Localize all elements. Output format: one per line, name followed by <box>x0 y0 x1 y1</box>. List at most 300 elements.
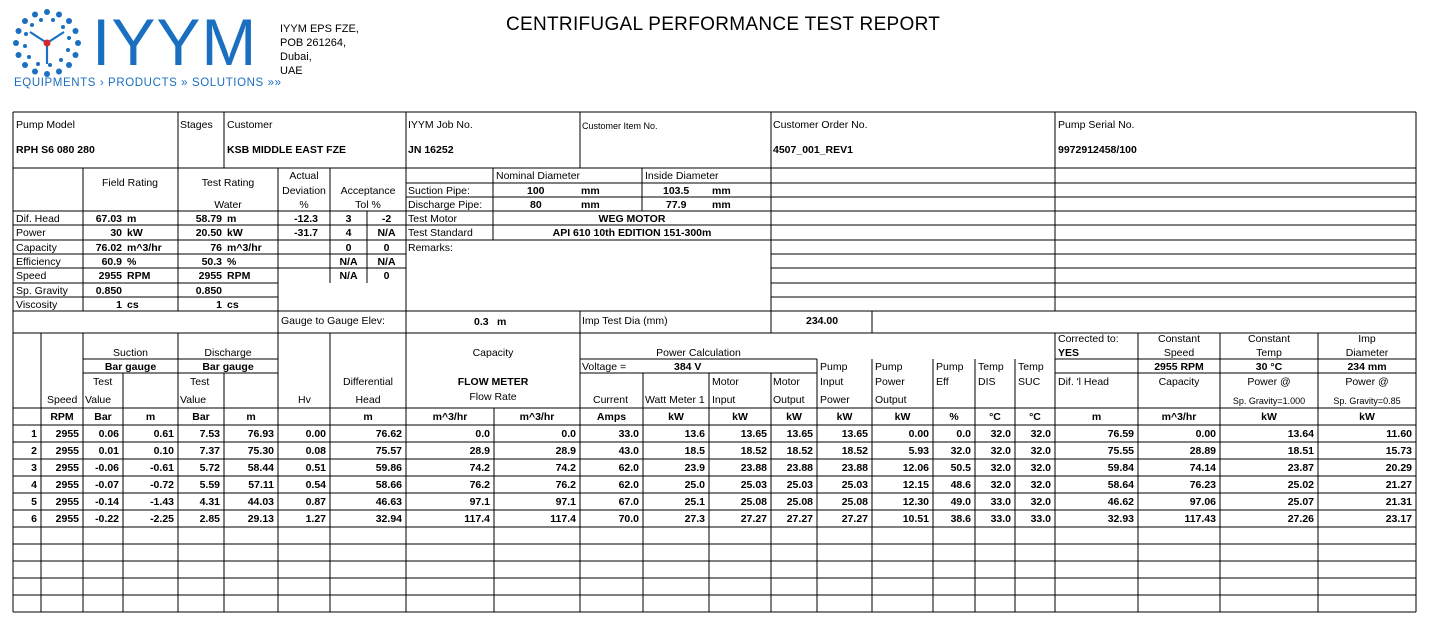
suction-nominal: 100 <box>527 185 545 197</box>
rating-label: Speed <box>16 270 47 282</box>
data-cell: 18.5 <box>684 445 705 457</box>
data-cell: 29.13 <box>247 513 274 525</box>
data-cell: 27.27 <box>786 513 813 525</box>
data-cell: 2955 <box>55 496 79 508</box>
hv-header: Hv <box>298 394 311 406</box>
discharge-pipe-label: Discharge Pipe: <box>408 199 483 211</box>
data-cell: 13.6 <box>684 428 705 440</box>
unit-label: kW <box>1359 411 1375 423</box>
customer-label: Customer <box>227 119 273 131</box>
voltage-value: 384 V <box>674 361 702 373</box>
power-sg1-header: Power @ <box>1247 376 1291 388</box>
tolerance-plus: N/A <box>339 270 358 282</box>
tolerance-minus: N/A <box>377 227 396 239</box>
data-cell: 48.6 <box>950 479 971 491</box>
remarks-label: Remarks: <box>408 242 453 254</box>
data-cell: 5.93 <box>908 445 929 457</box>
deviation-pct: % <box>299 199 309 211</box>
data-cell: -0.72 <box>150 479 174 491</box>
data-cell: 2955 <box>55 462 79 474</box>
data-cell: 76.62 <box>375 428 402 440</box>
test-rating-header: Test Rating <box>201 177 255 189</box>
unit-label: °C <box>989 411 1001 423</box>
data-cell: 25.08 <box>740 496 767 508</box>
data-cell: 76.23 <box>1189 479 1216 491</box>
tolerance-minus: N/A <box>377 256 396 268</box>
data-cell: 43.0 <box>618 445 639 457</box>
test-rating-unit: % <box>227 256 237 268</box>
data-cell: 44.03 <box>247 496 274 508</box>
tolerance-header: Tol % <box>355 199 381 211</box>
data-cell: 0.01 <box>98 445 119 457</box>
discharge-value-label: Value <box>180 394 207 406</box>
data-cell: 50.5 <box>950 462 971 474</box>
data-cell: 75.55 <box>1107 445 1134 457</box>
test-rating-value: 50.3 <box>201 256 222 268</box>
data-cell: 7.53 <box>199 428 220 440</box>
unit-label: m <box>246 411 256 423</box>
address-line: Dubai, <box>280 51 312 63</box>
data-cell: 25.02 <box>1287 479 1314 491</box>
imp-test-dia-value: 234.00 <box>806 315 839 327</box>
rating-label: Efficiency <box>16 256 61 268</box>
tolerance-plus: 4 <box>345 227 352 239</box>
corr-capacity-header: Capacity <box>1158 376 1200 388</box>
constant-speed-sub: Speed <box>1163 347 1195 359</box>
data-cell: 59.84 <box>1107 462 1134 474</box>
pump-power-header: Pump <box>875 361 903 373</box>
discharge-test-label: Test <box>190 376 210 388</box>
address-line: UAE <box>280 65 303 77</box>
field-rating-unit: RPM <box>127 270 151 282</box>
data-cell: 117.4 <box>464 513 490 525</box>
pump-input-sub: Input <box>820 376 844 388</box>
power-sg1-sub: Sp. Gravity=1.000 <box>1232 396 1306 406</box>
nominal-diameter-header: Nominal Diameter <box>496 170 581 182</box>
data-cell: -0.06 <box>95 462 119 474</box>
data-cell: 75.57 <box>375 445 402 457</box>
data-cell: 58.44 <box>247 462 274 474</box>
data-cell: 97.1 <box>469 496 490 508</box>
data-cell: 0.10 <box>153 445 174 457</box>
deviation-value: -31.7 <box>294 227 318 239</box>
field-rating-value: 67.03 <box>95 213 122 225</box>
motor-output-header: Motor <box>773 376 800 388</box>
data-cell: 76.2 <box>469 479 490 491</box>
rating-label: Dif. Head <box>16 213 60 225</box>
data-cell: 25.07 <box>1287 496 1314 508</box>
unit-label: m^3/hr <box>432 411 468 423</box>
field-rating-value: 2955 <box>98 270 122 282</box>
data-cell: 62.0 <box>618 462 639 474</box>
inside-diameter-header: Inside Diameter <box>645 170 719 182</box>
data-cell: 0.87 <box>305 496 326 508</box>
data-cell: 13.65 <box>786 428 813 440</box>
field-rating-unit: m <box>127 213 137 225</box>
tolerance-minus: 0 <box>383 270 390 282</box>
data-cell: 32.0 <box>1030 462 1051 474</box>
data-cell: 20.29 <box>1385 462 1412 474</box>
data-cell: 67.0 <box>618 496 639 508</box>
data-cell: 74.14 <box>1189 462 1216 474</box>
stages-label: Stages <box>180 119 213 131</box>
row-number: 1 <box>31 428 37 440</box>
unit-label: m <box>363 411 373 423</box>
imp-diameter-sub: Diameter <box>1345 347 1389 359</box>
data-cell: 23.88 <box>841 462 868 474</box>
temp-suc-sub: SUC <box>1018 376 1041 388</box>
data-cell: 76.59 <box>1107 428 1134 440</box>
dif-head-header: Dif. 'l Head <box>1058 376 1110 388</box>
test-motor-value: WEG MOTOR <box>598 213 666 225</box>
test-rating-unit: kW <box>227 227 243 239</box>
order-label: Customer Order No. <box>773 119 868 131</box>
unit-label: m <box>1091 411 1102 423</box>
data-cell: 25.03 <box>740 479 767 491</box>
suction-pipe-label: Suction Pipe: <box>408 185 470 197</box>
power-sg2-header: Power @ <box>1345 376 1389 388</box>
data-cell: 13.65 <box>841 428 868 440</box>
data-cell: 23.17 <box>1385 513 1412 525</box>
field-rating-value: 76.02 <box>95 242 122 254</box>
test-rating-value: 0.850 <box>195 285 222 297</box>
data-cell: 27.26 <box>1287 513 1314 525</box>
data-cell: 12.30 <box>902 496 929 508</box>
data-cell: -1.43 <box>150 496 174 508</box>
data-cell: 38.6 <box>950 513 971 525</box>
head-header: Head <box>355 394 381 406</box>
data-cell: 25.08 <box>841 496 868 508</box>
data-cell: 25.0 <box>684 479 705 491</box>
data-cell: 76.2 <box>555 479 576 491</box>
gauge-elev-unit: m <box>497 316 507 328</box>
deviation-value: -12.3 <box>294 213 318 225</box>
data-cell: 27.3 <box>684 513 705 525</box>
unit-label: Bar <box>192 411 210 423</box>
data-cell: 21.31 <box>1385 496 1412 508</box>
data-cell: 13.65 <box>740 428 767 440</box>
imp-diameter-value: 234 mm <box>1347 361 1387 373</box>
power-calc-header: Power Calculation <box>656 347 741 359</box>
data-cell: 32.0 <box>1030 496 1051 508</box>
pump-input-header: Pump <box>820 361 848 373</box>
power-sg2-sub: Sp. Gravity=0.85 <box>1333 396 1401 406</box>
tolerance-plus: 3 <box>345 213 352 225</box>
water-label: Water <box>214 199 242 211</box>
unit-label: m^3/hr <box>1161 411 1197 423</box>
logo-tagline: EQUIPMENTS › PRODUCTS » SOLUTIONS »» <box>14 77 282 89</box>
motor-input-sub: Input <box>712 394 736 406</box>
acceptance-header: Acceptance <box>340 185 396 197</box>
row-number: 2 <box>31 445 37 457</box>
discharge-header: Discharge <box>204 347 252 359</box>
address-line: POB 261264, <box>280 37 347 49</box>
test-rating-unit: RPM <box>227 270 251 282</box>
data-cell: 28.89 <box>1189 445 1216 457</box>
data-cell: 2955 <box>55 428 79 440</box>
unit-label: kW <box>668 411 684 423</box>
suction-test-label: Test <box>93 376 113 388</box>
row-number: 4 <box>31 479 37 491</box>
data-cell: 49.0 <box>950 496 971 508</box>
actual-header: Actual <box>289 170 319 182</box>
discharge-nominal-unit: mm <box>581 199 600 211</box>
field-rating-unit: % <box>127 256 137 268</box>
pump-power-sub: Power <box>875 376 905 388</box>
data-cell: 32.93 <box>1107 513 1134 525</box>
data-cell: 74.2 <box>469 462 490 474</box>
item-label: Customer Item No. <box>582 121 658 131</box>
differential-header: Differential <box>343 376 393 388</box>
data-cell: 32.0 <box>990 479 1011 491</box>
data-cell: 57.11 <box>248 479 274 491</box>
data-cell: 25.08 <box>786 496 813 508</box>
row-number: 3 <box>31 462 37 474</box>
temp-dis-sub: DIS <box>978 376 996 388</box>
corrected-yes: YES <box>1058 347 1080 359</box>
data-cell: 75.30 <box>247 445 274 457</box>
data-cell: -0.22 <box>95 513 119 525</box>
data-cell: 58.64 <box>1107 479 1134 491</box>
data-cell: 15.73 <box>1385 445 1412 457</box>
rating-label: Power <box>16 227 46 239</box>
data-cell: 32.0 <box>1030 428 1051 440</box>
field-rating-value: 60.9 <box>101 256 122 268</box>
data-cell: 5.59 <box>199 479 220 491</box>
suction-header: Suction <box>112 347 149 359</box>
data-cell: 32.0 <box>990 428 1011 440</box>
data-cell: -0.61 <box>150 462 174 474</box>
data-cell: 32.0 <box>990 445 1011 457</box>
field-rating-header: Field Rating <box>101 177 159 189</box>
data-cell: 23.88 <box>740 462 767 474</box>
unit-label: Bar <box>94 411 112 423</box>
field-rating-unit: cs <box>127 299 139 311</box>
temp-suc-header: Temp <box>1018 361 1044 373</box>
flow-meter-header: FLOW METER <box>457 376 529 388</box>
data-cell: 33.0 <box>990 513 1011 525</box>
data-cell: -0.07 <box>95 479 119 491</box>
test-rating-value: 58.79 <box>195 213 222 225</box>
data-cell: 5.72 <box>199 462 220 474</box>
data-cell: 18.52 <box>786 445 813 457</box>
pump-power-output: Output <box>875 394 907 406</box>
tolerance-plus: N/A <box>339 256 358 268</box>
imp-test-dia-label: Imp Test Dia (mm) <box>582 315 668 327</box>
field-rating-unit: m^3/hr <box>127 242 162 254</box>
gauge-elev-value: 0.3 <box>474 316 489 328</box>
row-number: 6 <box>31 513 37 525</box>
discharge-bar-gauge: Bar gauge <box>202 361 254 373</box>
data-cell: 0.0 <box>475 428 490 440</box>
test-rating-unit: cs <box>227 299 239 311</box>
data-cell: 0.61 <box>153 428 174 440</box>
report-title: CENTRIFUGAL PERFORMANCE TEST REPORT <box>506 14 941 35</box>
test-rating-value: 20.50 <box>195 227 222 239</box>
speed-header: Speed <box>47 394 78 406</box>
data-cell: 25.03 <box>841 479 868 491</box>
data-cell: -2.25 <box>150 513 174 525</box>
data-cell: 46.63 <box>375 496 402 508</box>
data-cell: 28.9 <box>555 445 576 457</box>
constant-temp-sub: Temp <box>1256 347 1282 359</box>
data-cell: 32.0 <box>950 445 971 457</box>
unit-label: RPM <box>50 411 74 423</box>
data-cell: 2955 <box>55 445 79 457</box>
serial-value: 9972912458/100 <box>1058 144 1137 156</box>
data-cell: 27.27 <box>740 513 767 525</box>
test-motor-label: Test Motor <box>408 213 458 225</box>
data-cell: 33.0 <box>1030 513 1051 525</box>
data-cell: 21.27 <box>1385 479 1412 491</box>
gauge-elev-label: Gauge to Gauge Elev: <box>281 315 385 327</box>
pump-input-power: Power <box>820 394 850 406</box>
logo-wordmark: IYYM <box>92 5 258 79</box>
data-cell: 46.62 <box>1107 496 1134 508</box>
unit-label: Amps <box>596 411 627 423</box>
data-cell: 117.43 <box>1184 513 1216 525</box>
unit-label: m <box>145 411 156 423</box>
data-cell: 32.94 <box>375 513 402 525</box>
capacity-header: Capacity <box>472 347 514 359</box>
customer-value: KSB MIDDLE EAST FZE <box>227 144 347 156</box>
data-cell: 117.4 <box>550 513 576 525</box>
field-rating-value: 1 <box>116 299 122 311</box>
data-cell: 0.51 <box>305 462 326 474</box>
data-cell: 58.66 <box>375 479 402 491</box>
data-cell: 70.0 <box>618 513 639 525</box>
deviation-header: Deviation <box>282 185 326 197</box>
data-cell: 2955 <box>55 479 79 491</box>
rating-label: Viscosity <box>16 299 58 311</box>
data-cell: 7.37 <box>199 445 220 457</box>
unit-label: m^3/hr <box>519 411 555 423</box>
unit-label: kW <box>836 411 853 423</box>
data-cell: 18.52 <box>841 445 868 457</box>
field-rating-value: 0.850 <box>95 285 122 297</box>
data-cell: 32.0 <box>1030 479 1051 491</box>
data-cell: -0.14 <box>95 496 119 508</box>
data-cell: 0.08 <box>305 445 326 457</box>
tolerance-plus: 0 <box>345 242 352 254</box>
data-cell: 2955 <box>55 513 79 525</box>
test-rating-unit: m^3/hr <box>227 242 262 254</box>
data-cell: 4.31 <box>199 496 220 508</box>
discharge-inside-unit: mm <box>712 199 731 211</box>
data-cell: 62.0 <box>618 479 639 491</box>
data-cell: 32.0 <box>990 462 1011 474</box>
suction-inside: 103.5 <box>663 185 690 197</box>
data-cell: 0.54 <box>305 479 326 491</box>
job-label: IYYM Job No. <box>408 119 473 131</box>
data-cell: 27.27 <box>841 513 868 525</box>
unit-label: kW <box>894 411 911 423</box>
address-line: IYYM EPS FZE, <box>280 23 359 35</box>
flow-rate-header: Flow Rate <box>469 391 517 403</box>
watt-meter-header: Watt Meter 1 <box>645 394 705 406</box>
serial-label: Pump Serial No. <box>1058 119 1135 131</box>
data-cell: 18.51 <box>1287 445 1314 457</box>
data-cell: 0.00 <box>1195 428 1216 440</box>
suction-bar-gauge: Bar gauge <box>104 361 157 373</box>
data-cell: 13.64 <box>1287 428 1314 440</box>
data-cell: 12.06 <box>902 462 929 474</box>
data-cell: 12.15 <box>902 479 929 491</box>
unit-label: kW <box>1261 411 1277 423</box>
test-rating-value: 76 <box>210 242 222 254</box>
unit-label: kW <box>732 411 748 423</box>
current-header: Current <box>593 394 629 406</box>
pump-eff-header: Pump <box>936 361 964 373</box>
data-cell: 23.9 <box>684 462 705 474</box>
discharge-inside: 77.9 <box>666 199 687 211</box>
imp-diameter-header: Imp <box>1358 333 1376 345</box>
field-rating-unit: kW <box>127 227 143 239</box>
unit-label: °C <box>1029 411 1041 423</box>
data-cell: 0.06 <box>98 428 119 440</box>
rating-label: Sp. Gravity <box>16 285 68 297</box>
tolerance-minus: -2 <box>381 213 392 225</box>
data-cell: 0.0 <box>561 428 576 440</box>
corrected-to-label: Corrected to: <box>1058 333 1119 345</box>
job-value: JN 16252 <box>408 144 454 156</box>
constant-speed-value: 2955 RPM <box>1154 361 1204 373</box>
suction-value-label: Value <box>85 394 112 406</box>
data-cell: 33.0 <box>618 428 639 440</box>
data-cell: 97.1 <box>555 496 576 508</box>
data-cell: 25.1 <box>684 496 705 508</box>
data-cell: 97.06 <box>1189 496 1216 508</box>
motor-output-sub: Output <box>773 394 805 406</box>
data-cell: 76.93 <box>247 428 274 440</box>
pump-model-label: Pump Model <box>16 119 75 131</box>
motor-input-header: Motor <box>712 376 739 388</box>
order-value: 4507_001_REV1 <box>773 144 853 156</box>
constant-temp-value: 30 °C <box>1255 361 1283 373</box>
rating-label: Capacity <box>16 242 57 254</box>
unit-label: % <box>949 411 959 423</box>
temp-dis-header: Temp <box>978 361 1004 373</box>
constant-speed-header: Constant <box>1157 333 1201 345</box>
data-cell: 0.00 <box>305 428 326 440</box>
pump-eff-sub: Eff <box>936 376 949 388</box>
test-rating-value: 1 <box>216 299 222 311</box>
data-cell: 23.88 <box>786 462 813 474</box>
tolerance-minus: 0 <box>383 242 390 254</box>
test-rating-unit: m <box>227 213 237 225</box>
data-cell: 11.60 <box>1386 428 1412 440</box>
discharge-nominal: 80 <box>530 199 542 211</box>
pump-model-value: RPH S6 080 280 <box>16 144 95 156</box>
data-cell: 28.9 <box>469 445 490 457</box>
unit-label: kW <box>786 411 802 423</box>
data-cell: 59.86 <box>375 462 402 474</box>
suction-nominal-unit: mm <box>581 185 600 197</box>
data-cell: 1.27 <box>305 513 326 525</box>
data-cell: 32.0 <box>1030 445 1051 457</box>
data-cell: 25.03 <box>786 479 813 491</box>
field-rating-value: 30 <box>110 227 122 239</box>
data-cell: 10.51 <box>902 513 929 525</box>
data-cell: 33.0 <box>990 496 1011 508</box>
data-cell: 0.00 <box>908 428 929 440</box>
row-number: 5 <box>31 496 37 508</box>
test-standard-value: API 610 10th EDITION 151-300m <box>552 227 712 239</box>
voltage-label: Voltage = <box>582 361 627 373</box>
data-cell: 18.52 <box>740 445 767 457</box>
data-cell: 2.85 <box>199 513 220 525</box>
data-cell: 0.0 <box>956 428 971 440</box>
